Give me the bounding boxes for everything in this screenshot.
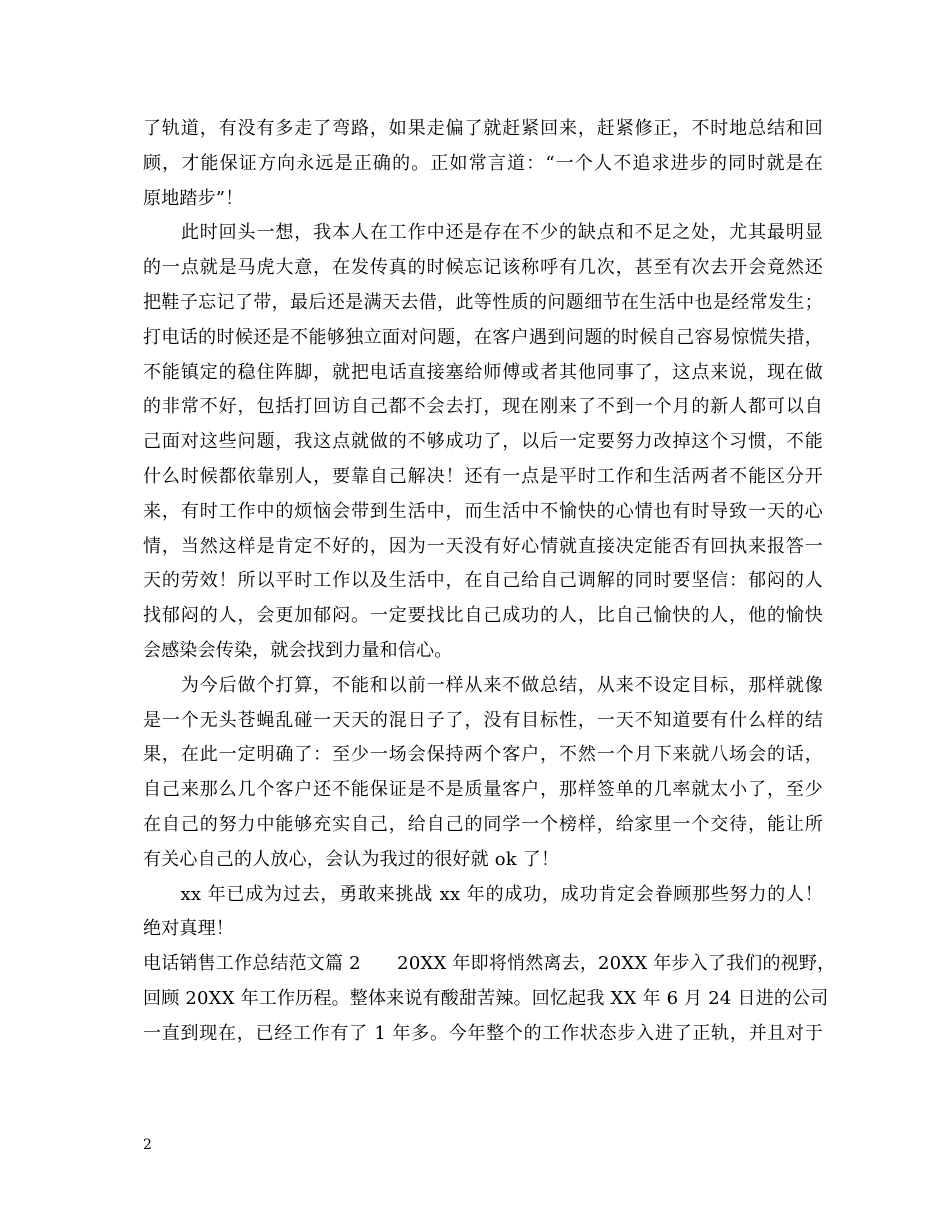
text-line: 顾，才能保证方向永远是正确的。正如常言道：“一个人不追求进步的同时就是在	[143, 152, 823, 174]
text-line: 不能镇定的稳住阵脚，就把电话直接塞给师傅或者其他同事了，这点来说，现在做	[143, 361, 823, 383]
text-line: 绝对真理！	[143, 918, 234, 940]
text-line: xx 年已成为过去，勇敢来挑战 xx 年的成功，成功肯定会眷顾那些努力的人！	[143, 883, 823, 905]
text-line: 情，当然这样是肯定不好的，因为一天没有好心情就直接决定能否有回执来报答一	[143, 535, 823, 557]
text-line: 把鞋子忘记了带，最后还是满天去借，此等性质的问题细节在生活中也是经常发生；	[143, 291, 823, 313]
text-line: 回顾 20XX 年工作历程。整体来说有酸甜苦辣。回忆起我 XX 年 6 月 24 日进的公司	[143, 987, 829, 1009]
text-line: 有关心自己的人放心，会认为我过的很好就 ok 了！	[143, 848, 560, 870]
text-line: 天的劳效！所以平时工作以及生活中，在自己给自己调解的同时要坚信：郁闷的人	[143, 570, 823, 592]
text-line: 一直到现在，已经工作有了 1 年多。今年整个的工作状态步入进了正轨，并且对于	[143, 1022, 823, 1044]
text-line: 电话销售工作总结范文篇 2 20XX 年即将悄然离去，20XX 年步入了我们的视野，	[143, 953, 836, 975]
text-line: 打电话的时候还是不能够独立面对问题，在客户遇到问题的时候自己容易惊慌失措，	[143, 326, 823, 348]
text-line: 会感染会传染，就会找到力量和信心。	[143, 639, 453, 661]
text-line: 了轨道，有没有多走了弯路，如果走偏了就赶紧回来，赶紧修正，不时地总结和回	[143, 118, 823, 139]
text-line: 果，在此一定明确了：至少一场会保持两个客户，不然一个月下来就八场会的话，	[143, 744, 823, 766]
text-line: 的一点就是马虎大意，在发传真的时候忘记该称呼有几次，甚至有次去开会竟然还	[143, 257, 823, 279]
text-line: 在自己的努力中能够充实自己，给自己的同学一个榜样，给家里一个交待，能让所	[143, 813, 823, 835]
text-line: 找郁闷的人，会更加郁闷。一定要找比自己成功的人，比自己愉快的人，他的愉快	[143, 605, 823, 627]
text-line: 己面对这些问题，我这点就做的不够成功了，以后一定要努力改掉这个习惯，不能	[143, 431, 823, 453]
text-line: 来，有时工作中的烦恼会带到生活中，而生活中不愉快的心情也有时导致一天的心	[143, 500, 823, 522]
text-line: 自己来那么几个客户还不能保证是不是质量客户，那样签单的几率就太小了，至少	[143, 779, 823, 801]
page-number: 2	[143, 1137, 152, 1153]
text-line: 为今后做个打算，不能和以前一样从来不做总结，从来不设定目标，那样就像	[143, 674, 823, 696]
text-line: 此时回头一想，我本人在工作中还是存在不少的缺点和不足之处，尤其最明显	[143, 222, 823, 244]
body-text	[143, 112, 836, 1052]
text-line: 是一个无头苍蝇乱碰一天天的混日子了，没有目标性，一天不知道要有什么样的结	[143, 709, 823, 731]
text-line: 的非常不好，包括打回访自己都不会去打，现在刚来了不到一个月的新人都可以自	[143, 396, 823, 418]
text-line: 什么时候都依靠别人，要靠自己解决！还有一点是平时工作和生活两者不能区分开	[143, 465, 823, 487]
text-line: 原地踏步”！	[143, 187, 244, 209]
